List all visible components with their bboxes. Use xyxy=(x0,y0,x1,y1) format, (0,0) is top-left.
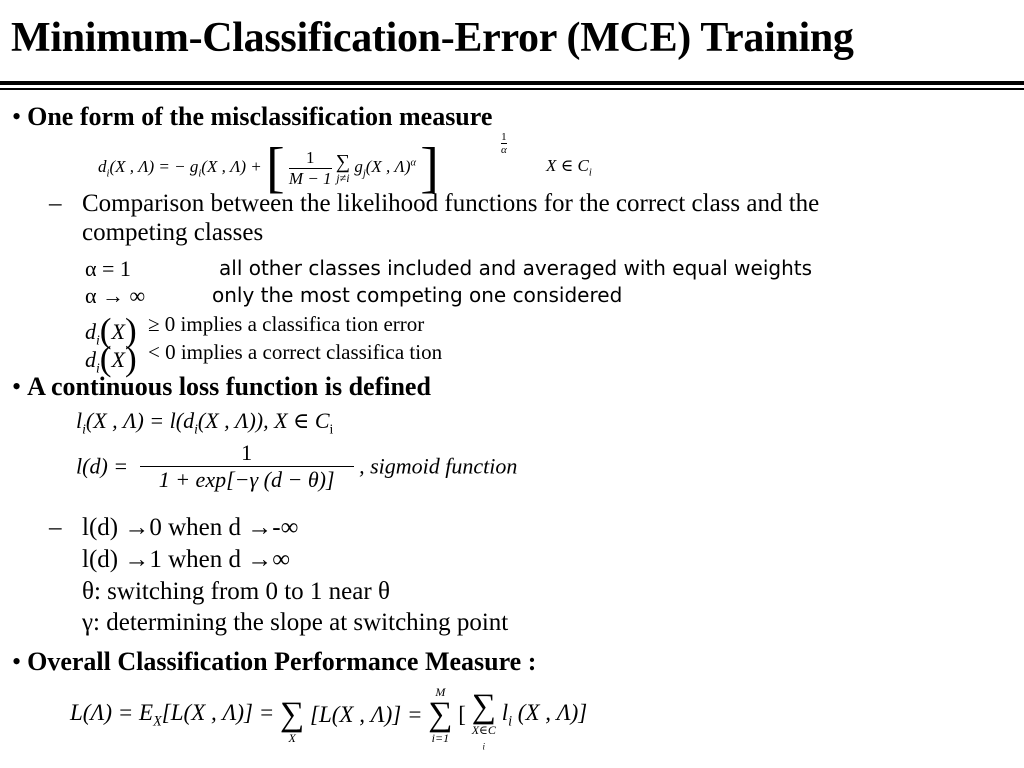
dash-marker: – xyxy=(49,190,62,217)
loss-equation: $l_i(X$ , $\Lambda) = l(d_i(X$ , Λ)), X ∈ $C_i$ xyxy=(76,408,334,437)
dash-marker: – xyxy=(49,514,62,541)
title-rule-thick xyxy=(0,81,1024,85)
ld-one-note: l(d) →1 when d →∞ xyxy=(82,546,291,573)
title-rule-thin xyxy=(0,88,1024,90)
gamma-note: γ: determining the slope at switching point xyxy=(82,609,509,636)
d-negative-text: < 0 implies a correct classifica tion xyxy=(148,340,443,364)
alpha-one-expr: α = 1 xyxy=(85,256,131,281)
left-bracket: [ xyxy=(266,137,285,199)
alpha-infinity-expr: α → ∞ xyxy=(85,283,146,308)
bullet-dot: • xyxy=(12,102,22,131)
bullet-misclassification xyxy=(12,102,492,132)
right-bracket: ] xyxy=(420,137,439,199)
comparison-line-2: competing classes xyxy=(82,219,264,246)
outer-exponent: 1 α xyxy=(501,131,507,156)
theta-note: θ: switching from 0 to 1 near θ xyxy=(82,578,390,605)
sum-over-x: ∑ X xyxy=(280,695,305,745)
sigmoid-equation: l(d) = $\frac{1}{1 + \exp[-\gamma (d - \theta)]}$ , sigmoid function xyxy=(76,440,518,492)
bullet-dot: • xyxy=(12,372,22,401)
class-condition: X ∈ $C_i$ xyxy=(546,156,592,179)
bullet-loss-function xyxy=(12,372,431,402)
sum-over-i: M ∑ i=1 xyxy=(428,684,453,745)
alpha-infinity-text: only the most competing one considered xyxy=(212,283,623,307)
alpha-one-text: all other classes included and averaged with equal weights xyxy=(219,256,813,280)
d-positive-expr: $d_i(X)$ xyxy=(85,311,137,350)
sum-over-j: ∑ j≠i xyxy=(335,151,351,185)
d-negative-expr: $d_i(X)$ xyxy=(85,339,137,378)
misclassification-equation: $d_i(X$ , Λ) = − $g_i(X$ , Λ) + [ $\frac{1}{M - 1}$ ∑ j≠i $g_j(X$ , Λ)$^\alpha$ ] xyxy=(98,137,439,199)
bullet-text: A continuous loss function is defined xyxy=(27,372,431,401)
bullet-dot: • xyxy=(12,647,22,676)
slide-title: Minimum-Classification-Error (MCE) Training xyxy=(11,15,854,61)
sum-over-class: ∑ X∈C $_i$ xyxy=(471,688,496,752)
bullet-text: One form of the misclassification measure xyxy=(27,102,493,131)
ld-zero-note: l(d) →0 when d →-∞ xyxy=(82,514,299,541)
sigmoid-fraction: $\frac{1}{1 + \exp[-\gamma (d - \theta)]}$ xyxy=(140,440,354,493)
overall-measure-equation: $L(\Lambda) = E_X[L(X$ , Λ)] = ∑ X [L(X , Λ)] = M ∑ i=1 [ ∑ X∈C $_i$ $l_i$ (X , Λ)] xyxy=(70,678,587,751)
bullet-text: Overall Classification Performance Measure : xyxy=(27,647,537,676)
comparison-line-1: Comparison between the likelihood functions for the correct class and the xyxy=(82,190,820,217)
fraction-one-over-m-minus-one: $\frac{1}{M - 1}$ xyxy=(288,147,332,188)
d-positive-text: ≥ 0 implies a classifica tion error xyxy=(148,312,425,336)
bullet-overall-measure xyxy=(12,647,536,677)
